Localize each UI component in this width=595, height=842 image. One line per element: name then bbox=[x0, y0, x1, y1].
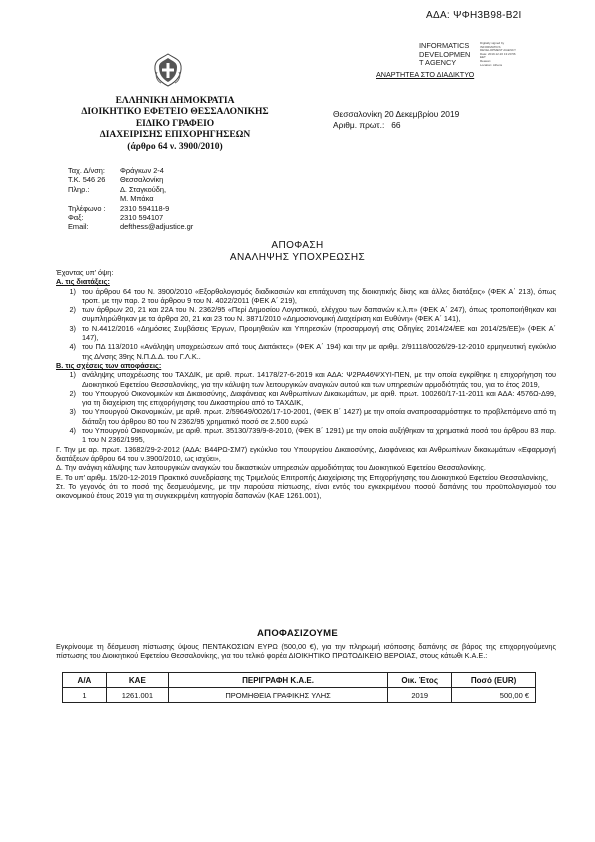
document-date: Θεσσαλονίκη 20 Δεκεμβρίου 2019 bbox=[333, 109, 460, 119]
table-cell: ΠΡΟΜΗΘΕΙΑ ΓΡΑΦΙΚΗΣ ΥΛΗΣ bbox=[168, 688, 387, 703]
column-header: ΚΑΕ bbox=[106, 673, 168, 688]
expense-table bbox=[62, 672, 536, 703]
ada-code: ΑΔΑ: ΨΦΗ3Β98-Β2Ι bbox=[426, 10, 522, 21]
list-item: 4) του ΠΔ 113/2010 «Ανάληψη υποχρεώσεων από τους Διατάκτες» (ΦΕΚ Α΄ 194) και την με αριθμ. 2/91118/0026/29-12-2010 ερμηνευτική εγκύκλιο της Δ/νσης 39ης Ν.Π.Δ.Δ. του Γ.Λ.Κ.. bbox=[69, 342, 556, 361]
list-item: 3) το Ν.4412/2016 «Δημόσιες Συμβάσεις Έργων, Προμηθειών και Υπηρεσιών (προσαρμογή στις Οδηγίες 2014/24/ΕΕ και 2014/25/ΕΕ)» (ΦΕΚ Α΄ 147), bbox=[69, 323, 556, 343]
date-protocol-block bbox=[333, 109, 533, 131]
contact-row: Πληρ.: Δ. Σταγκούδη, bbox=[68, 184, 167, 194]
contact-row: Μ. Μπάκα bbox=[120, 194, 154, 204]
contact-row: Ταχ. Δ/νση: Φράγκων 2-4 bbox=[68, 166, 164, 175]
title-line-2: ΑΝΑΛΗΨΗΣ ΥΠΟΧΡΕΩΣΗΣ bbox=[229, 251, 366, 263]
list-item: 2) του Υπουργού Οικονομικών και Δικαιοσύνης, Διαφάνειας και Ανθρωπίνων Δικαιωμάτων, με αριθ. πρωτ. 100260/17-11-2011 και ΑΔΑ: 4576Ω-Δ99, για τη διαχείριση της επιχορήγησης του Δικαστηρίου από το ΤΑΧΔΙΚ, bbox=[69, 388, 556, 408]
header-line: (άρθρο 64 ν. 3900/2010) bbox=[127, 141, 223, 152]
intro-text: Έχοντας υπ’ όψη: bbox=[56, 268, 114, 277]
column-header: Α/Α bbox=[63, 673, 107, 688]
header-line: ΔΙΑΧΕΙΡΙΣΗΣ ΕΠΙΧΟΡΗΓΗΣΕΩΝ bbox=[99, 130, 251, 141]
table-cell: 1261.001 bbox=[106, 688, 168, 703]
paragraph-st: Στ. Το γεγονός ότι το ποσό της δεσμευόμενης, με την παρούσα πίστωσης, είναι εντός του εγκεκριμένου ποσού δαπάνης του προϋπολογισμού του οικονομικού έτους 2019 για τη συγκεκριμένη κατηγορία δαπανών (ΚΑΕ 1261.001), bbox=[56, 481, 556, 501]
paragraph-e: Ε. Το υπ’ αριθμ. 15/20-12-2019 Πρακτικό συνεδρίασης της Τριμελούς Επιτροπής Διαχείρισης της Επιχορήγησης του Διοικητικού Εφετείου Θεσσαλονίκης, bbox=[56, 472, 549, 482]
table-row bbox=[63, 688, 536, 703]
title-line-1: ΑΠΟΦΑΣΗ bbox=[271, 240, 324, 251]
column-header: ΠΕΡΙΓΡΑΦΗ Κ.Α.Ε. bbox=[168, 673, 387, 688]
document-title bbox=[60, 240, 535, 263]
column-header: Οικ. Έτος bbox=[388, 673, 452, 688]
contact-row: Τηλέφωνο : 2310 594118-9 bbox=[68, 203, 170, 213]
publish-online-label: ΑΝΑΡΤΗΤΕΑ ΣΤΟ ΔΙΑΔΙΚΤΥΟ bbox=[376, 70, 475, 79]
decision-heading: ΑΠΟΦΑΣΙΖΟΥΜΕ bbox=[257, 628, 338, 639]
table-cell: 1 bbox=[63, 688, 107, 703]
decision-text: Εγκρίνουμε τη δέσμευση πίστωσης ύψους ΠΕΝΤΑΚΟΣΙΩΝ ΕΥΡΩ (500,00 €), για την πληρωμή ισόποσης δαπάνης σε βάρος της επιχορηγούμενης πίστωσης του Διοικητικού Εφετείου Θεσσαλονίκης, για του τελικό φορέα ΔΙΟΙΚΗΤΙΚΟ ΠΡΩΤΟΔΙΚΕΙΟ ΒΕΡΟΙΑΣ, στους κάτωθι Κ.Α.Ε.: bbox=[56, 642, 556, 661]
paragraph-g: Γ. Την με αρ. πρωτ. 13682/29-2-2012 (ΑΔΑ: Β44ΡΩ-ΣΜ7) εγκύκλιο του Υπουργείου Δικαιοσύνης, Διαφάνειας και Ανθρωπίνων δικαιωμάτων «Εφαρμογή διατάξεων άρθρου 64 του ν.3900/2010, ως ισχύει», bbox=[56, 444, 556, 463]
contact-block bbox=[68, 166, 308, 232]
table-cell: 2019 bbox=[388, 688, 452, 703]
signature-details: Digitally signed by INFORMATICS DEVELOPMENT AGENCY Date: 2019.12.20 13:20:56 EET Reason: Location: Athens bbox=[480, 41, 516, 67]
contact-row: Τ.Κ. 546 26 Θεσσαλονίκη bbox=[68, 175, 164, 185]
header-line: ΔΙΟΙΚΗΤΙΚΟ ΕΦΕΤΕΙΟ ΘΕΣΣΑΛΟΝΙΚΗΣ bbox=[81, 107, 269, 118]
signature-org-name: INFORMATICS DEVELOPMEN T AGENCY bbox=[419, 41, 471, 67]
table-cell: 500,00 € bbox=[452, 688, 536, 703]
column-header: Ποσό (EUR) bbox=[452, 673, 536, 688]
contact-row: Φαξ: 2310 594107 bbox=[68, 213, 164, 223]
list-item: 1) του άρθρου 64 του Ν. 3900/2010 «Εξορθολογισμός διαδικασιών και επιτάχυνση της διοικητικής δίκης και άλλες διατάξεις» (ΦΕΚ Α΄ 213), όπως τροπ. με την παρ. 2 του άρθρου 9 του Ν. 4022/2011 (ΦΕΚ Α΄ 219), bbox=[69, 286, 556, 305]
document-body bbox=[56, 268, 556, 500]
paragraph-d: Δ. Την ανάγκη κάλυψης των λειτουργικών αναγκών του δικαστικών υπηρεσιών αρμοδιότητας του Διοικητικού Εφετείου Θεσσαλονίκης. bbox=[56, 463, 486, 473]
header-line: ΕΙΔΙΚΟ ΓΡΑΦΕΙΟ bbox=[135, 118, 215, 129]
protocol-number: Αριθμ. πρωτ.: 66 bbox=[333, 119, 401, 130]
section-a-heading: Α. τις διατάξεις: bbox=[56, 277, 110, 287]
list-item: 3) του Υπουργού Οικονομικών, με αριθ. πρωτ. 2/59649/0026/17-10-2001, (ΦΕΚ Β΄ 1427) με την οποία αναπροσαρμόστηκε το προβλεπόμενο από τη διάταξη του άρθρου 80 του Ν 2362/95 χρηματικό ποσό σε 2.500 ευρώ bbox=[69, 407, 556, 426]
list-item: 2) των άρθρων 20, 21 και 22Α του Ν. 2362/95 «Περί Δημοσίου Λογιστικού, ελέγχου των δαπανών κ.λ.π» (ΦΕΚ Α΄ 247), όπως τροποποιήθηκαν και συμπληρώθηκαν με τα άρθρα 20, 21 και 23 του Ν. 3871/2010 «Δημοσιονομική Διαχείριση και Ευθύνη» (ΦΕΚ Α΄ 141), bbox=[69, 305, 556, 324]
list-item: 1) ανάληψης υποχρέωσης του ΤΑΧΔΙΚ, με αριθ. πρωτ. 14178/27-6-2019 και ΑΔΑ: Ψ2ΡΑ46ΨΧΥΙ-ΠΕΝ, με την οποία εγκρίθηκε η επιχορήγηση του Διοικητικού Εφετείου Θεσσαλονίκης, για την κάλυψη των λειτουργικών αναγκών αυτού και των υπηρεσιών αρμοδιότητάς του, για το έτος 2019, bbox=[69, 370, 556, 389]
authority-header bbox=[60, 96, 290, 153]
greek-emblem-icon bbox=[152, 52, 184, 88]
list-item: 4) του Υπουργού Οικονομικών, με αριθ. πρωτ. 35130/739/9-8-2010, (ΦΕΚ Β΄ 1291) με την οποία αυξήθηκαν τα χρηματικά ποσά του άρθρου 83 παρ. 1 του Ν 2362/1995, bbox=[69, 426, 556, 445]
header-line: ΕΛΛΗΝΙΚΗ ΔΗΜΟΚΡΑΤΙΑ bbox=[115, 96, 235, 106]
contact-row: Email: defthess@adjustice.gr bbox=[68, 222, 194, 232]
section-b-heading: Β. τις σχέσεις των αποφάσεις: bbox=[56, 360, 162, 370]
table-header-row bbox=[63, 673, 536, 688]
